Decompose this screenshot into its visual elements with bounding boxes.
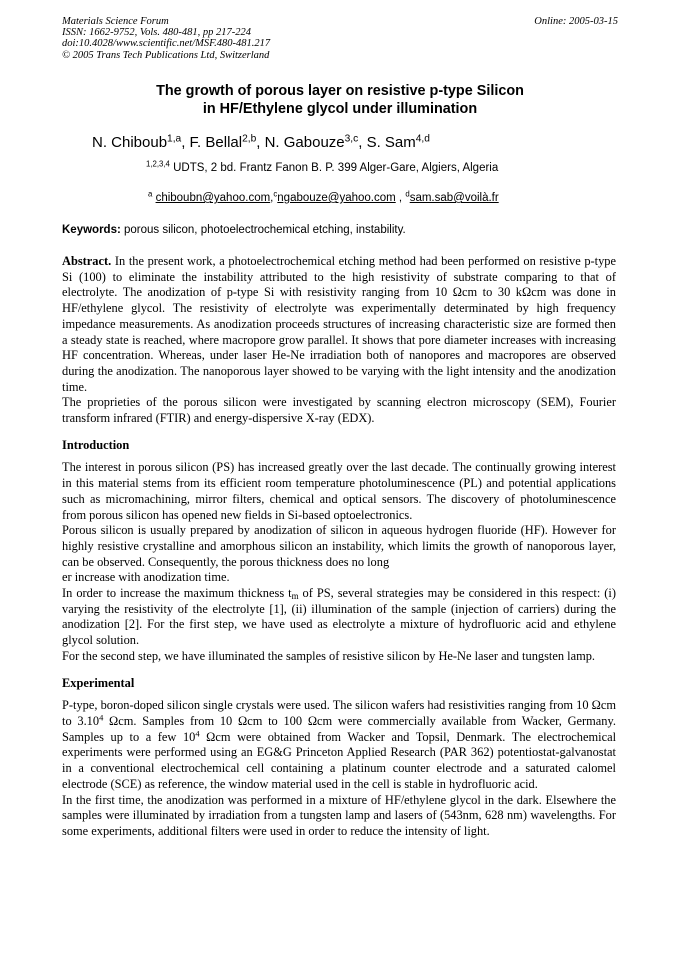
superscript: 4: [99, 712, 104, 723]
abstract-text: In the present work, a photoelectrochemical etching method had been performed on resistive p-type Si (100) to eliminate the instability attributed to the high resistivity of substrate comparing to that of electrolyte. The anodization of p-type Si with resistivity ranging from 10 Ωcm to 30 kΩcm was done in HF/ethylene glycol. The resistivity of electrolyte was experimentally determinated by high frequency impedance measurements. As anodization proceeds structures of increasing characteristic size are formed then a steady state is reached, where macropore grow parallel. It shows that pore diameter increases with increasing HF concentration. Whereas, under laser He-Ne irradiation both of nanopores and macropores are observed during the anodization. The nanoporous layer showed to be varying with the light intensity and the anodization time.: [62, 254, 616, 394]
email-mark: c: [273, 189, 278, 199]
affiliation: [146, 159, 499, 174]
email-separator: ,: [395, 192, 406, 204]
email-separator: ,: [270, 192, 274, 204]
intro-paragraph: [62, 586, 616, 649]
author-list: [92, 134, 430, 151]
author-name: , F. Bellal: [181, 134, 243, 151]
abstract-label: Abstract.: [62, 254, 112, 268]
doi-line: doi:10.4028/www.scientific.net/MSF.480-481.217: [62, 38, 271, 50]
paper-title: [62, 82, 618, 118]
email-list: [148, 189, 499, 204]
author-affil-mark: 1,a: [167, 133, 182, 145]
keywords-label: Keywords:: [62, 224, 121, 236]
author-name: , N. Gabouze: [256, 134, 345, 151]
intro-text: of PS, several strategies may be considered in this respect: (i) varying the resistivity of the electrolyte [1], (ii) illumination of the sample (injection of carriers) during the anodization [2]. For the first step, we have used as electrolyte a mixture of hydrofluoric acid and ethylene glycol solution.: [62, 586, 616, 648]
email-mark: d: [405, 189, 410, 199]
email-link-c[interactable]: ngabouze@yahoo.com: [277, 192, 396, 204]
email-mark: a: [148, 189, 153, 199]
section-heading-introduction: Introduction: [62, 437, 130, 452]
email-link-a[interactable]: chiboubn@yahoo.com: [155, 192, 271, 204]
affiliation-mark: 1,2,3,4: [146, 159, 170, 169]
abstract-paragraph: [62, 254, 616, 395]
experimental-paragraph: [62, 698, 616, 792]
author-affil-mark: 2,b: [242, 133, 257, 145]
online-date: Online: 2005-03-15: [534, 16, 618, 27]
author-affil-mark: 3,c: [344, 133, 359, 145]
email-link-d[interactable]: sam.sab@voilà.fr: [409, 192, 499, 204]
copyright-line: © 2005 Trans Tech Publications Ltd, Switzerland: [62, 49, 270, 61]
author-affil-mark: 4,d: [415, 133, 430, 145]
intro-text: In order to increase the maximum thickness t: [62, 586, 292, 601]
experimental-text: Ωcm. Samples from 10 Ωcm to 100 Ωcm were commercially available from Wacker, Germany. Samples up to a few 10: [62, 713, 616, 744]
intro-paragraph-continued: er increase with anodization time.: [62, 570, 230, 585]
author-name: N. Chiboub: [92, 134, 168, 151]
experimental-paragraph: In the first time, the anodization was performed in a mixture of HF/ethylene glycol in the dark. Elsewhere the samples were illuminated by irradiation from a tungsten lamp and lasers of (543nm, 628 nm) wavelengths. For some experiments, additional filters were used in order to reduce the intensity of light.: [62, 792, 616, 838]
author-name: , S. Sam: [358, 134, 416, 151]
intro-paragraph: The interest in porous silicon (PS) has increased greatly over the last decade. The continually growing interest in this material stems from its efficient room temperature photoluminescence (PL) and potential applications such as micromachining, mirror filters, chemical and optical sensors. The discovery of photoluminescence from porous silicon has opened new fields in Si-based optoelectronics.: [62, 460, 616, 522]
keywords-text: porous silicon, photoelectrochemical etching, instability.: [120, 224, 406, 236]
intro-paragraph: Porous silicon is usually prepared by anodization of silicon in aqueous hydrogen fluoride (HF). However for highly resistive crystalline and amorphous silicon an instability, which limits the growth of nanoporous layer, can be observed. Consequently, the porous thickness does no long: [62, 523, 616, 569]
paper-body: [62, 254, 616, 840]
journal-header: [62, 16, 618, 61]
section-heading-experimental: Experimental: [62, 675, 135, 690]
experimental-text: Ωcm were obtained from Wacker and Topsil, Denmark. The electrochemical experiments were performed using an EG&G Princeton Applied Research (PAR 362) potentiostat-galvanostat in a conventional electrochemical cell containing a platinum counter electrode and a saturated calomel electrode (SCE) as reference, the window material used in the cell is stable in hydrofluoric acid.: [62, 729, 617, 791]
keywords: [62, 224, 406, 236]
title-line-2: in HF/Ethylene glycol under illumination: [202, 101, 478, 117]
abstract-paragraph: The proprieties of the porous silicon were investigated by scanning electron microscopy (SEM), Fourier transform infrared (FTIR) and energy-dispersive X-ray (EDX).: [62, 395, 616, 426]
title-line-1: The growth of porous layer on resistive p-type Silicon: [156, 83, 524, 99]
subscript: m: [291, 590, 299, 601]
intro-paragraph: For the second step, we have illuminated the samples of resistive silicon by He-Ne laser and tungsten lamp.: [62, 648, 596, 663]
affiliation-text: UDTS, 2 bd. Frantz Fanon B. P. 399 Alger-Gare, Algiers, Algeria: [169, 162, 499, 174]
journal-name: Materials Science Forum: [62, 16, 169, 27]
superscript: 4: [195, 728, 200, 739]
experimental-text: P-type, boron-doped silicon single crystals were used. The silicon wafers had resistivities ranging from 10 Ωcm to 3.10: [62, 698, 616, 728]
issn-line: ISSN: 1662-9752, Vols. 480-481, pp 217-224: [62, 27, 251, 39]
